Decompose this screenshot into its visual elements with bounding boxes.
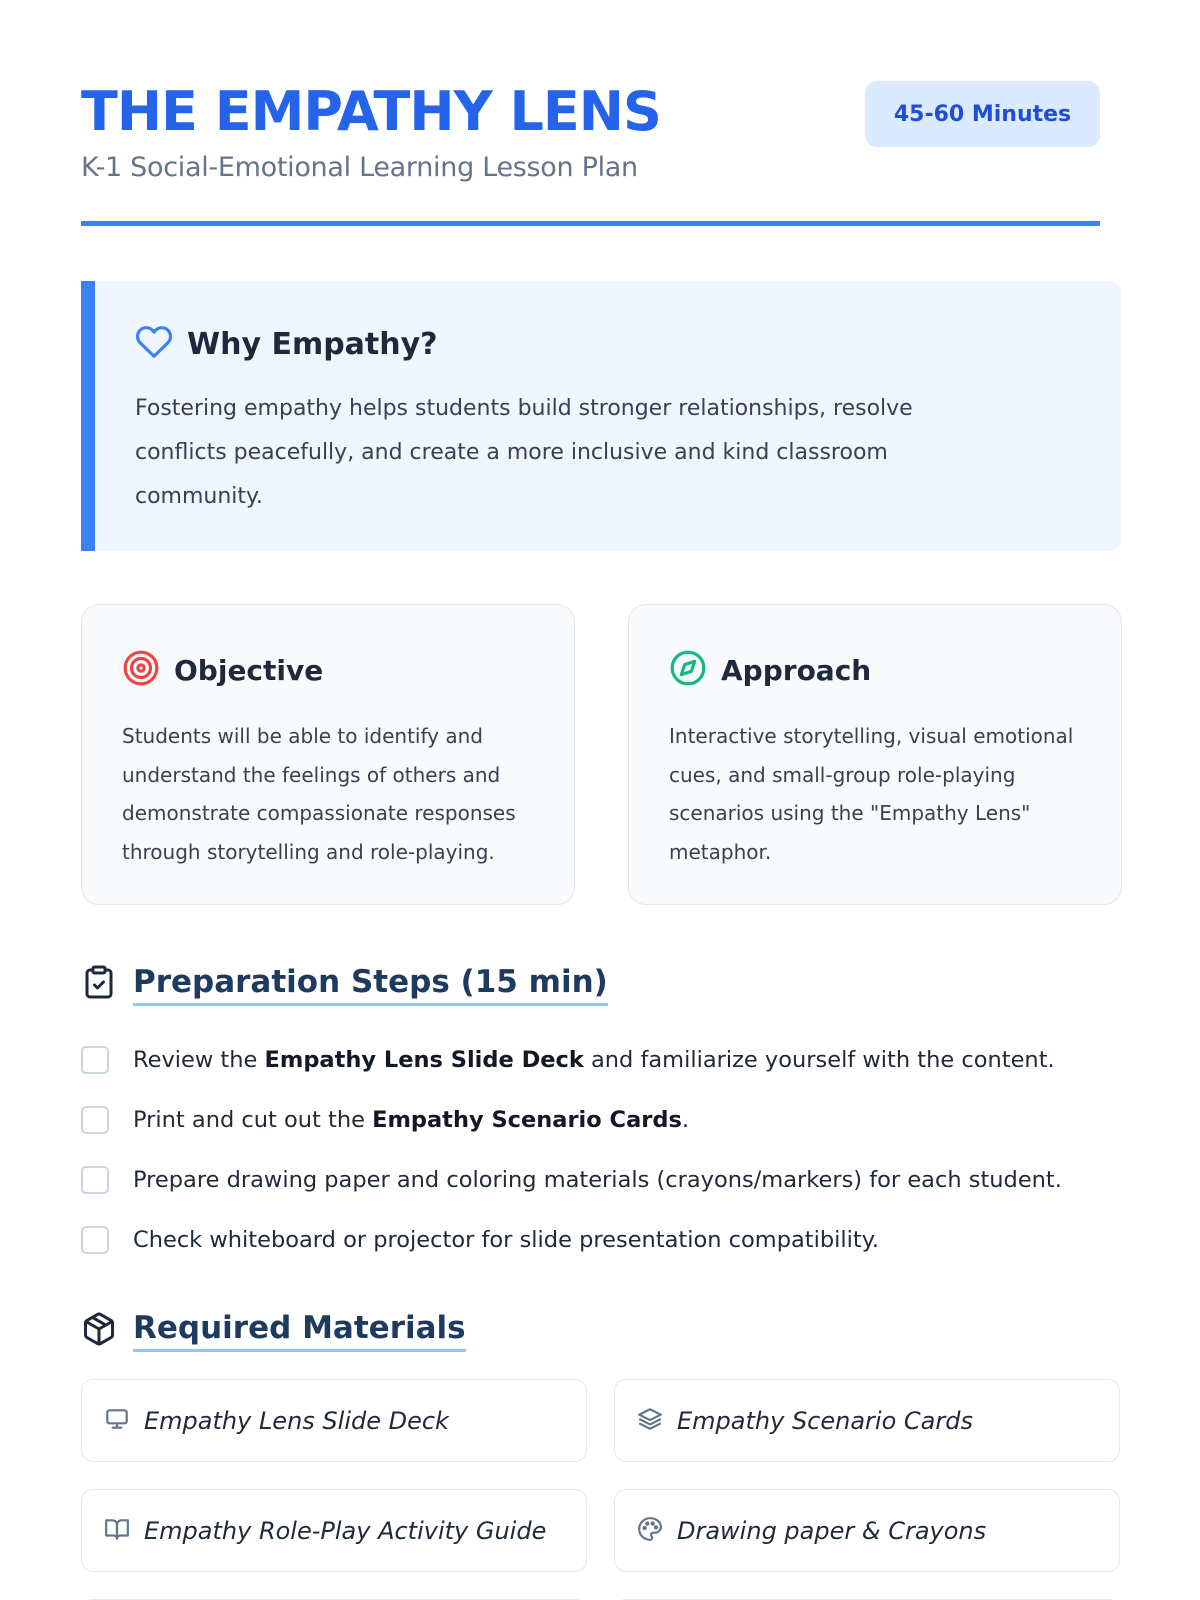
page-subtitle: K-1 Social-Emotional Learning Lesson Plan xyxy=(81,152,638,183)
checklist-item xyxy=(81,1150,1121,1210)
checkbox[interactable] xyxy=(81,1106,109,1134)
approach-title: Approach xyxy=(721,653,872,687)
material-label: Empathy Lens Slide Deck xyxy=(144,1406,449,1435)
objective-text: Students will be able to identify and understand the feelings of others and demonstrate compassionate responses through storytelling and role-playing. xyxy=(122,724,516,864)
material-label: Empathy Role-Play Activity Guide xyxy=(144,1516,547,1545)
page-title: THE EMPATHY LENS xyxy=(81,80,661,143)
monitor-icon xyxy=(104,1406,130,1436)
checkbox[interactable] xyxy=(81,1046,109,1074)
package-icon xyxy=(81,1310,117,1352)
layers-icon xyxy=(637,1406,663,1436)
heart-icon xyxy=(135,323,173,365)
materials-heading xyxy=(81,1309,466,1352)
approach-text: Interactive storytelling, visual emotional cues, and small-group role-playing scenarios using the "Empathy Lens" metaphor. xyxy=(669,724,1074,864)
material-item xyxy=(614,1489,1120,1572)
objective-title: Objective xyxy=(174,653,324,687)
checklist-item xyxy=(81,1090,1121,1150)
materials-title: Required Materials xyxy=(133,1309,466,1352)
why-empathy-callout xyxy=(81,281,1121,551)
material-item xyxy=(614,1379,1120,1462)
material-label: Empathy Scenario Cards xyxy=(677,1406,973,1435)
checklist-item-text: Prepare drawing paper and coloring materials (crayons/markers) for each student. xyxy=(133,1167,1062,1193)
material-item xyxy=(81,1489,587,1572)
why-empathy-title: Why Empathy? xyxy=(187,326,438,362)
approach-header xyxy=(669,649,1081,691)
why-empathy-text: Fostering empathy helps students build stronger relationships, resolve conflicts peacefully, and create a more inclusive and kind classroom community. xyxy=(135,396,913,509)
why-empathy-header xyxy=(135,323,1081,365)
preparation-title: Preparation Steps (15 min) xyxy=(133,963,608,1006)
compass-icon xyxy=(669,649,707,691)
objective-card xyxy=(81,604,575,905)
target-icon xyxy=(122,649,160,691)
book-open-icon xyxy=(104,1516,130,1546)
palette-icon xyxy=(637,1516,663,1546)
checkbox[interactable] xyxy=(81,1226,109,1254)
approach-card xyxy=(628,604,1122,905)
material-label: Drawing paper & Crayons xyxy=(677,1516,987,1545)
checkbox[interactable] xyxy=(81,1166,109,1194)
objective-header xyxy=(122,649,534,691)
checklist-item-text: Review the Empathy Lens Slide Deck and familiarize yourself with the content. xyxy=(133,1047,1055,1073)
material-item xyxy=(81,1379,587,1462)
checklist-item xyxy=(81,1210,1121,1270)
duration-badge: 45-60 Minutes xyxy=(865,81,1100,147)
checklist-item-text: Check whiteboard or projector for slide presentation compatibility. xyxy=(133,1227,879,1253)
checklist-item-text: Print and cut out the Empathy Scenario Cards. xyxy=(133,1107,690,1133)
header xyxy=(81,0,1100,226)
preparation-checklist xyxy=(81,1030,1121,1270)
preparation-heading xyxy=(81,962,608,1006)
checklist-item xyxy=(81,1030,1121,1090)
clipboard-check-icon xyxy=(81,962,117,1006)
